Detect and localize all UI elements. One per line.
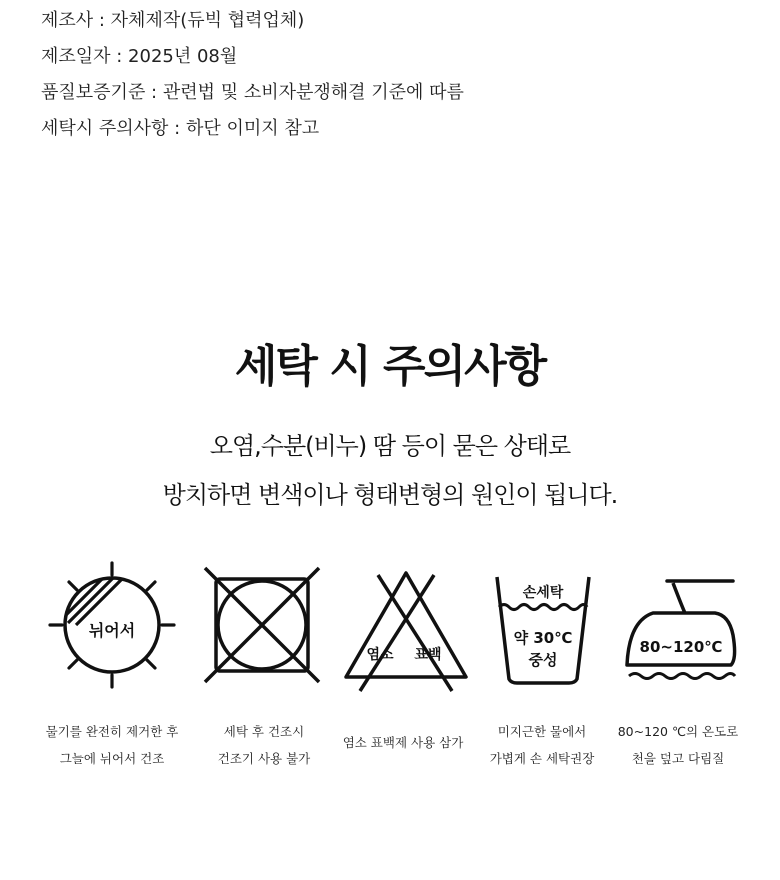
shade-dry-caption-line-1: 물기를 완전히 제거한 후 <box>45 724 179 739</box>
iron-caption <box>598 718 758 772</box>
hand-wash-icon-label-1: 손세탁 <box>522 585 564 601</box>
product-info <box>41 6 464 150</box>
hand-wash-icon-label-3: 중성 <box>528 651 558 669</box>
no-bleach-icon-label-2: 표백 <box>414 647 442 663</box>
care-description-line-1: 오염,수분(비누) 땀 등이 묻은 상태로 <box>209 432 571 460</box>
no-bleach-icon <box>336 555 476 695</box>
quality-standard-line: 품질보증기준 : 관련법 및 소비자분쟁해결 기준에 따름 <box>41 82 464 103</box>
care-description-line-2: 방치하면 변색이나 형태변형의 원인이 됩니다. <box>162 481 618 509</box>
iron-caption-line-1: 80~120 ℃의 온도로 <box>617 724 739 739</box>
washing-notice-line: 세탁시 주의사항 : 하단 이미지 참고 <box>41 118 320 139</box>
no-tumble-dry-caption-line-2: 건조기 사용 불가 <box>217 751 311 766</box>
iron-caption-line-2: 천을 덮고 다림질 <box>631 751 725 766</box>
hand-wash-icon-label-2: 약 30℃ <box>513 629 573 647</box>
manufacturer-line: 제조사 : 자체제작(듀빅 협력업체) <box>41 10 305 31</box>
iron-icon-label: 80~120℃ <box>639 638 723 656</box>
shade-dry-icon <box>42 555 182 695</box>
no-tumble-dry-caption <box>184 718 344 772</box>
no-tumble-dry-icon <box>192 555 332 695</box>
shade-dry-icon-label: 뉘어서 <box>88 621 136 640</box>
no-bleach-icon-label-1: 염소 <box>366 647 394 663</box>
no-bleach-caption <box>323 729 483 756</box>
no-tumble-dry-caption-line-1: 세탁 후 건조시 <box>223 724 305 739</box>
hand-wash-caption-line-1: 미지근한 물에서 <box>497 724 587 739</box>
shade-dry-caption <box>32 718 192 772</box>
shade-dry-caption-line-2: 그늘에 뉘어서 건조 <box>59 751 165 766</box>
hand-wash-caption-line-2: 가볍게 손 세탁권장 <box>489 751 595 766</box>
iron-icon <box>615 555 755 695</box>
hand-wash-icon <box>473 555 613 695</box>
care-title: 세탁 시 주의사항 <box>234 341 546 392</box>
no-bleach-caption-line-1: 염소 표백제 사용 삼가 <box>342 735 464 750</box>
manufacture-date-line: 제조일자 : 2025년 08월 <box>41 46 238 67</box>
